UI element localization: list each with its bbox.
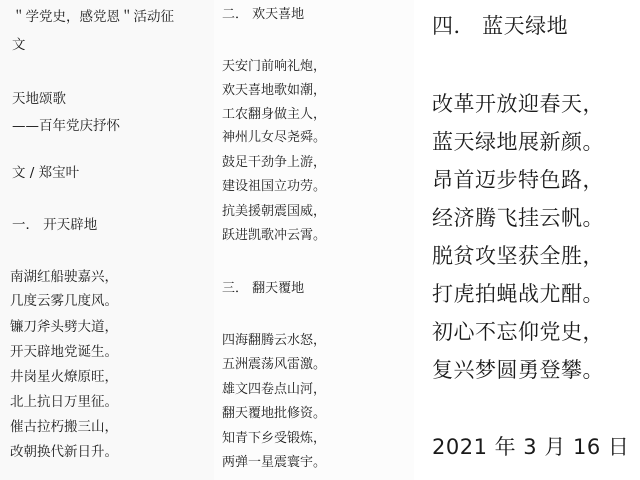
- section4-line: 经济腾飞挂云帆。: [432, 206, 604, 230]
- section2-line: 神州儿女尽尧舜。: [222, 130, 327, 145]
- left-column: [0, 0, 214, 480]
- poem-subtitle: ——百年党庆抒怀: [12, 118, 120, 134]
- date-line: 2021 年 3 月 16 日: [432, 435, 630, 459]
- section3-line: 知青下乡受锻炼，: [222, 431, 327, 446]
- section4-line: 初心不忘仰党史，: [432, 320, 604, 344]
- section2-line: 鼓足干劲争上游，: [222, 155, 327, 170]
- section3-line: 两弹一星震寰宇。: [222, 455, 327, 470]
- section4-line: 昂首迈步特色路，: [432, 168, 604, 192]
- section4-line: 打虎拍蝇战尤酣。: [432, 282, 604, 306]
- section4-heading: 四． 蓝天绿地: [432, 14, 569, 38]
- section2-line: 抗美援朝震国威，: [222, 204, 327, 219]
- section1-line: 开天辟地党诞生。: [10, 344, 118, 360]
- event-title-line2: 文: [12, 37, 26, 53]
- right-column: [414, 0, 640, 480]
- section3-line: 五洲震荡风雷激。: [222, 357, 327, 372]
- section4-line: 蓝天绿地展新颜。: [432, 130, 604, 154]
- section2-line: 建设祖国立功劳。: [222, 179, 327, 194]
- section3-line: 四海翻腾云水怒，: [222, 333, 327, 348]
- section3-heading: 三． 翻天覆地: [222, 281, 305, 296]
- section1-heading: 一． 开天辟地: [12, 217, 98, 233]
- section1-line: 北上抗日万里征。: [10, 394, 118, 410]
- author-line: 文 / 郑宝叶: [12, 165, 80, 181]
- middle-column: [214, 0, 414, 480]
- section4-line: 复兴梦圆勇登攀。: [432, 358, 604, 382]
- section1-line: 镰刀斧头劈大道，: [10, 319, 118, 335]
- section2-line: 跃进凯歌冲云霄。: [222, 228, 327, 243]
- event-title-line1: ＂学党史，感党恩＂活动征: [12, 9, 174, 25]
- section4-line: 脱贫攻坚获全胜，: [432, 244, 604, 268]
- section2-line: 天安门前响礼炮，: [222, 59, 327, 74]
- section1-line: 改朝换代新日升。: [10, 444, 118, 460]
- section4-line: 改革开放迎春天，: [432, 92, 604, 116]
- section2-heading: 二． 欢天喜地: [222, 7, 305, 22]
- section1-line: 井岗星火燎原旺，: [10, 369, 118, 385]
- section1-line: 催古拉朽搬三山，: [10, 419, 118, 435]
- section2-line: 工农翻身做主人，: [222, 107, 327, 122]
- poem-title: 天地颂歌: [12, 91, 66, 107]
- section1-line: 几度云雾几度风。: [10, 293, 118, 309]
- section2-line: 欢天喜地歌如潮，: [222, 83, 327, 98]
- section1-line: 南湖红船驶嘉兴，: [10, 269, 118, 285]
- section3-line: 雄文四卷点山河，: [222, 382, 327, 397]
- section3-line: 翻天覆地批修资。: [222, 406, 327, 421]
